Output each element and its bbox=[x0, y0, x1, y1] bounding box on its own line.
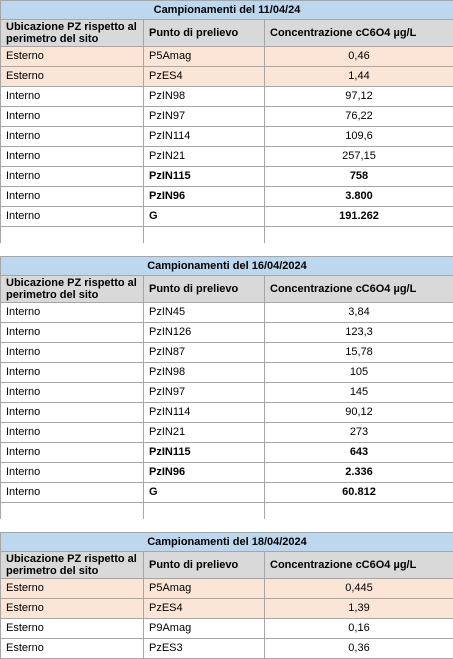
cell-concentrazione[interactable]: 15,78 bbox=[265, 343, 453, 363]
cell-ubicazione[interactable]: Esterno bbox=[1, 639, 144, 659]
cell-punto-prelievo[interactable]: P9Amag bbox=[144, 619, 265, 639]
cell-concentrazione[interactable]: 643 bbox=[265, 443, 453, 463]
cell-ubicazione[interactable]: Interno bbox=[1, 167, 144, 187]
cell-concentrazione[interactable]: 3,84 bbox=[265, 303, 453, 323]
cell-punto-prelievo[interactable]: P5Amag bbox=[144, 579, 265, 599]
table-row bbox=[1, 147, 453, 167]
cell-ubicazione[interactable]: Interno bbox=[1, 107, 144, 127]
cell-concentrazione[interactable]: 758 bbox=[265, 167, 453, 187]
table-row bbox=[1, 127, 453, 147]
cell-ubicazione[interactable]: Interno bbox=[1, 323, 144, 343]
section-title[interactable]: Campionamenti del 16/04/2024 bbox=[1, 257, 453, 276]
cell-concentrazione[interactable]: 145 bbox=[265, 383, 453, 403]
cell-concentrazione[interactable]: 0,36 bbox=[265, 639, 453, 659]
table-row bbox=[1, 167, 453, 187]
empty-cell[interactable] bbox=[1, 227, 144, 244]
header-punto-prelievo[interactable]: Punto di prelievo bbox=[144, 276, 265, 303]
cell-concentrazione[interactable]: 191.262 bbox=[265, 207, 453, 227]
empty-row bbox=[1, 503, 453, 520]
cell-concentrazione[interactable]: 1,39 bbox=[265, 599, 453, 619]
cell-concentrazione[interactable]: 105 bbox=[265, 363, 453, 383]
section-title-row bbox=[1, 257, 453, 276]
table-row bbox=[1, 639, 453, 659]
table-row bbox=[1, 323, 453, 343]
header-row bbox=[1, 276, 453, 303]
cell-ubicazione[interactable]: Interno bbox=[1, 443, 144, 463]
cell-punto-prelievo[interactable]: PzIN98 bbox=[144, 363, 265, 383]
cell-ubicazione[interactable]: Interno bbox=[1, 363, 144, 383]
cell-concentrazione[interactable]: 76,22 bbox=[265, 107, 453, 127]
cell-concentrazione[interactable]: 60.812 bbox=[265, 483, 453, 503]
cell-concentrazione[interactable]: 0,445 bbox=[265, 579, 453, 599]
table-row bbox=[1, 443, 453, 463]
cell-punto-prelievo[interactable]: PzIN114 bbox=[144, 403, 265, 423]
table-row bbox=[1, 343, 453, 363]
cell-punto-prelievo[interactable]: PzIN126 bbox=[144, 323, 265, 343]
cell-ubicazione[interactable]: Esterno bbox=[1, 67, 144, 87]
cell-ubicazione[interactable]: Interno bbox=[1, 147, 144, 167]
header-ubicazione[interactable]: Ubicazione PZ rispetto al perimetro del sito bbox=[1, 552, 144, 579]
header-ubicazione[interactable]: Ubicazione PZ rispetto al perimetro del sito bbox=[1, 276, 144, 303]
table-row bbox=[1, 187, 453, 207]
gap-cell bbox=[1, 519, 453, 533]
cell-ubicazione[interactable]: Interno bbox=[1, 187, 144, 207]
table-row bbox=[1, 619, 453, 639]
header-punto-prelievo[interactable]: Punto di prelievo bbox=[144, 20, 265, 47]
cell-ubicazione[interactable]: Interno bbox=[1, 423, 144, 443]
cell-punto-prelievo[interactable]: PzIN96 bbox=[144, 463, 265, 483]
cell-concentrazione[interactable]: 97,12 bbox=[265, 87, 453, 107]
cell-concentrazione[interactable]: 1,44 bbox=[265, 67, 453, 87]
table-row bbox=[1, 599, 453, 619]
empty-cell[interactable] bbox=[144, 227, 265, 244]
header-punto-prelievo[interactable]: Punto di prelievo bbox=[144, 552, 265, 579]
cell-ubicazione[interactable]: Interno bbox=[1, 87, 144, 107]
cell-punto-prelievo[interactable]: PzIN45 bbox=[144, 303, 265, 323]
cell-concentrazione[interactable]: 0,16 bbox=[265, 619, 453, 639]
table-row bbox=[1, 67, 453, 87]
cell-ubicazione[interactable]: Interno bbox=[1, 343, 144, 363]
cell-ubicazione[interactable]: Interno bbox=[1, 127, 144, 147]
empty-cell[interactable] bbox=[144, 503, 265, 520]
cell-ubicazione[interactable]: Interno bbox=[1, 303, 144, 323]
table-row bbox=[1, 107, 453, 127]
cell-ubicazione[interactable]: Interno bbox=[1, 207, 144, 227]
section-title-row bbox=[1, 533, 453, 552]
table-row bbox=[1, 403, 453, 423]
cell-punto-prelievo[interactable]: P5Amag bbox=[144, 47, 265, 67]
cell-ubicazione[interactable]: Interno bbox=[1, 383, 144, 403]
header-row bbox=[1, 20, 453, 47]
table-row bbox=[1, 383, 453, 403]
table-row bbox=[1, 363, 453, 383]
cell-concentrazione[interactable]: 2.336 bbox=[265, 463, 453, 483]
cell-ubicazione[interactable]: Interno bbox=[1, 483, 144, 503]
cell-concentrazione[interactable]: 0,46 bbox=[265, 47, 453, 67]
cell-concentrazione[interactable]: 109,6 bbox=[265, 127, 453, 147]
table-row bbox=[1, 47, 453, 67]
cell-concentrazione[interactable]: 273 bbox=[265, 423, 453, 443]
header-concentrazione[interactable]: Concentrazione cC6O4 µg/L bbox=[265, 276, 453, 303]
cell-ubicazione[interactable]: Esterno bbox=[1, 619, 144, 639]
table-row bbox=[1, 87, 453, 107]
cell-punto-prelievo[interactable]: PzIN114 bbox=[144, 127, 265, 147]
cell-ubicazione[interactable]: Interno bbox=[1, 463, 144, 483]
cell-punto-prelievo[interactable]: PzIN98 bbox=[144, 87, 265, 107]
table-row bbox=[1, 483, 453, 503]
table-row bbox=[1, 207, 453, 227]
gap-cell bbox=[1, 243, 453, 257]
cell-ubicazione[interactable]: Interno bbox=[1, 403, 144, 423]
section-title[interactable]: Campionamenti del 18/04/2024 bbox=[1, 533, 453, 552]
table-body bbox=[1, 1, 453, 659]
section-title-row bbox=[1, 1, 453, 20]
section-title[interactable]: Campionamenti del 11/04/24 bbox=[1, 1, 453, 20]
cell-concentrazione[interactable]: 123,3 bbox=[265, 323, 453, 343]
cell-punto-prelievo[interactable]: PzIN97 bbox=[144, 107, 265, 127]
cell-punto-prelievo[interactable]: PzES4 bbox=[144, 599, 265, 619]
cell-punto-prelievo[interactable]: PzIN115 bbox=[144, 167, 265, 187]
cell-punto-prelievo[interactable]: PzES3 bbox=[144, 639, 265, 659]
empty-cell[interactable] bbox=[1, 503, 144, 520]
cell-punto-prelievo[interactable]: PzIN97 bbox=[144, 383, 265, 403]
cell-ubicazione[interactable]: Esterno bbox=[1, 599, 144, 619]
cell-concentrazione[interactable]: 90,12 bbox=[265, 403, 453, 423]
table-row bbox=[1, 579, 453, 599]
cell-punto-prelievo[interactable]: PzIN115 bbox=[144, 443, 265, 463]
cell-ubicazione[interactable]: Esterno bbox=[1, 47, 144, 67]
table-row bbox=[1, 423, 453, 443]
section-gap bbox=[1, 519, 453, 533]
header-concentrazione[interactable]: Concentrazione cC6O4 µg/L bbox=[265, 552, 453, 579]
header-ubicazione[interactable]: Ubicazione PZ rispetto al perimetro del sito bbox=[1, 20, 144, 47]
empty-cell[interactable] bbox=[265, 227, 453, 244]
table-row bbox=[1, 303, 453, 323]
empty-row bbox=[1, 227, 453, 244]
header-concentrazione[interactable]: Concentrazione cC6O4 µg/L bbox=[265, 20, 453, 47]
cell-concentrazione[interactable]: 257,15 bbox=[265, 147, 453, 167]
cell-ubicazione[interactable]: Esterno bbox=[1, 579, 144, 599]
cell-punto-prelievo[interactable]: G bbox=[144, 483, 265, 503]
cell-concentrazione[interactable]: 3.800 bbox=[265, 187, 453, 207]
cell-punto-prelievo[interactable]: G bbox=[144, 207, 265, 227]
empty-cell[interactable] bbox=[265, 503, 453, 520]
table-row bbox=[1, 463, 453, 483]
cell-punto-prelievo[interactable]: PzES4 bbox=[144, 67, 265, 87]
header-row bbox=[1, 552, 453, 579]
cell-punto-prelievo[interactable]: PzIN21 bbox=[144, 423, 265, 443]
cell-punto-prelievo[interactable]: PzIN96 bbox=[144, 187, 265, 207]
cell-punto-prelievo[interactable]: PzIN87 bbox=[144, 343, 265, 363]
cell-punto-prelievo[interactable]: PzIN21 bbox=[144, 147, 265, 167]
section-gap bbox=[1, 243, 453, 257]
